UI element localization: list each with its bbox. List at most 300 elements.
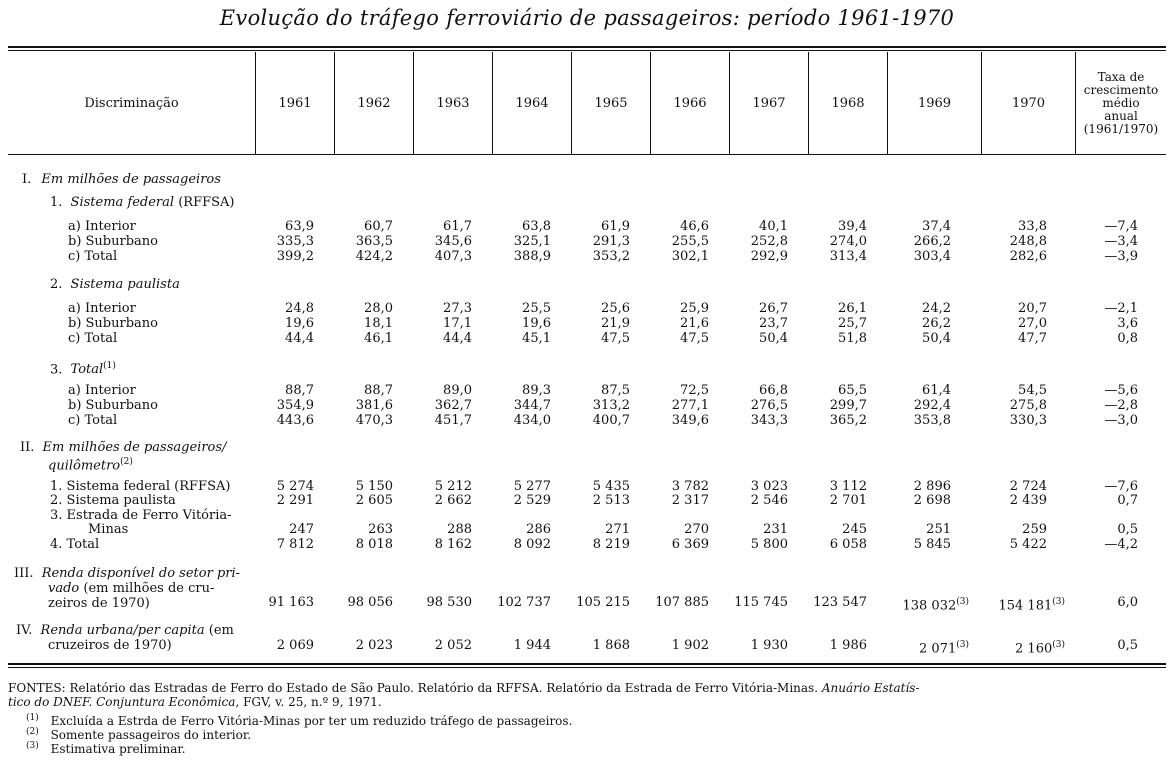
table-cell: [1010, 537, 1047, 552]
footnote-text: Estimativa preliminar.: [50, 742, 186, 756]
cell-value: 107 885: [655, 595, 709, 610]
growth-rate-cell: —4,2: [1104, 537, 1138, 552]
cell-value: 2 052: [434, 638, 472, 653]
footnote-ref: (3): [1052, 640, 1065, 650]
table-cell: [763, 522, 788, 537]
table-cell: [1018, 301, 1047, 316]
table-cell: [277, 537, 314, 552]
table-cell: [593, 413, 630, 428]
cell-value: 60,7: [364, 219, 393, 234]
table-cell: [751, 413, 788, 428]
cell-value: 2 724: [1009, 479, 1047, 494]
table-cell: [759, 331, 788, 346]
growth-rate-cell: —7,4: [1104, 219, 1138, 234]
table-cell: [914, 398, 951, 413]
cell-value: 65,5: [838, 383, 867, 398]
cell-value: 46,6: [680, 219, 709, 234]
table-cell: [514, 479, 551, 494]
footnote-ref: (3): [956, 640, 969, 650]
footnote-ref: (1): [103, 361, 116, 371]
cell-value: 343,3: [750, 413, 788, 428]
subsection-suffix: (RFFSA): [178, 195, 235, 210]
table-cell: [285, 219, 314, 234]
table-cell: [759, 301, 788, 316]
table-cell: [734, 595, 788, 610]
header-taxa-line: anual: [1104, 108, 1138, 123]
table-cell: [914, 479, 951, 494]
table-cell: [443, 316, 472, 331]
footnote-ref: (2): [120, 457, 133, 467]
growth-rate-cell: —2,1: [1104, 301, 1138, 316]
table-cell: [922, 316, 951, 331]
cell-value: 263: [368, 522, 393, 537]
cell-value: 24,2: [922, 301, 951, 316]
footnote-mark: (1): [26, 713, 39, 723]
table-cell: [680, 383, 709, 398]
cell-value: 2 160: [1015, 641, 1053, 657]
cell-value: 45,1: [522, 331, 551, 346]
header-year: 1970: [1011, 95, 1046, 111]
cell-value: 274,0: [829, 234, 867, 249]
cell-value: 66,8: [759, 383, 788, 398]
cell-value: 276,5: [750, 398, 788, 413]
table-cell: [356, 479, 393, 494]
table-cell: [759, 383, 788, 398]
footnote-ref: (3): [956, 597, 969, 607]
cell-value: 47,7: [1018, 331, 1047, 346]
growth-rate-cell: —3,0: [1104, 413, 1138, 428]
row-label: b) Suburbano: [68, 234, 158, 249]
section-title-rest: (em: [204, 623, 234, 638]
header-discriminacao: Discriminação: [84, 95, 179, 111]
cell-value: 25,9: [680, 301, 709, 316]
cell-value: 88,7: [285, 383, 314, 398]
cell-value: 61,4: [922, 383, 951, 398]
table-cell: [751, 249, 788, 264]
table-cell: [364, 219, 393, 234]
table-cell: [922, 331, 951, 346]
table-cell: [751, 479, 788, 494]
row-label: c) Total: [68, 413, 118, 428]
growth-rate-cell: —7,6: [1104, 479, 1138, 494]
cell-value: 399,2: [276, 249, 314, 264]
table-cell: [605, 522, 630, 537]
cell-value: 335,3: [276, 234, 314, 249]
row-label: b) Suburbano: [68, 398, 158, 413]
cell-value: 26,2: [922, 316, 951, 331]
cell-value: 288: [447, 522, 472, 537]
row-label: 3. Estrada de Ferro Vitória-: [50, 508, 232, 523]
table-cell: [1010, 413, 1047, 428]
top-rule-thick: [8, 46, 1166, 48]
cell-value: 88,7: [364, 383, 393, 398]
cell-value: 400,7: [592, 413, 630, 428]
table-cell: [514, 493, 551, 508]
table-cell: [356, 398, 393, 413]
table-cell: [830, 398, 867, 413]
table-cell: [838, 301, 867, 316]
footnote-text: Somente passageiros do interior.: [50, 728, 252, 742]
cell-value: 123 547: [813, 595, 867, 610]
row-label: Minas: [88, 522, 129, 537]
table-cell: [522, 331, 551, 346]
subsection-number: 2.: [50, 277, 63, 292]
cell-value: 23,7: [759, 316, 788, 331]
table-cell: [348, 595, 394, 610]
cell-value: 245: [842, 522, 867, 537]
cell-value: 1 868: [592, 638, 630, 653]
sources-line: [8, 695, 382, 709]
table-cell: [435, 413, 472, 428]
cell-value: 39,4: [838, 219, 867, 234]
section-label-cont: [48, 638, 172, 653]
section-label-cont: [48, 455, 133, 473]
cell-value: 277,1: [671, 398, 709, 413]
header-year: 1968: [831, 95, 865, 111]
cell-value: 282,6: [1009, 249, 1047, 264]
cell-value: 1 930: [750, 638, 788, 653]
table-cell: [593, 537, 630, 552]
cell-value: 303,4: [913, 249, 951, 264]
table-cell: [443, 331, 472, 346]
table-cell: [672, 537, 709, 552]
growth-rate-cell: —2,8: [1104, 398, 1138, 413]
row-label: 4. Total: [50, 537, 100, 552]
table-cell: [514, 638, 551, 653]
cell-value: 8 018: [355, 537, 393, 552]
footnote: [26, 739, 186, 756]
cell-value: 2 513: [592, 493, 630, 508]
table-cell: [443, 383, 472, 398]
table-cell: [356, 537, 393, 552]
table-cell: [672, 234, 709, 249]
section-roman: II.: [20, 440, 35, 455]
table-cell: [593, 234, 630, 249]
table-cell: [269, 595, 315, 610]
subsection-number: 3.: [50, 362, 63, 378]
cell-value: 259: [1022, 522, 1047, 537]
table-cell: [576, 595, 630, 610]
table-cell: [364, 383, 393, 398]
cell-value: 37,4: [922, 219, 951, 234]
table-cell: [1018, 316, 1047, 331]
table-cell: [364, 316, 393, 331]
section-title: Em milhões de passageiros: [41, 172, 221, 187]
table-cell: [830, 537, 867, 552]
cell-value: 2 701: [829, 493, 867, 508]
cell-value: 330,3: [1009, 413, 1047, 428]
cell-value: 407,3: [434, 249, 472, 264]
cell-value: 3 023: [750, 479, 788, 494]
table-cell: [601, 219, 630, 234]
subsection-title: Total: [70, 362, 104, 378]
section-title-rest: (em milhões de cru-: [79, 581, 215, 596]
cell-value: 247: [289, 522, 314, 537]
table-cell: [514, 398, 551, 413]
table-cell: [277, 493, 314, 508]
row-label: 1. Sistema federal (RFFSA): [50, 479, 231, 494]
section-title-rest: zeiros de 1970): [48, 596, 150, 611]
cell-value: 115 745: [734, 595, 788, 610]
table-cell: [914, 249, 951, 264]
cell-value: 26,7: [759, 301, 788, 316]
cell-value: 5 277: [513, 479, 551, 494]
top-rule-thin: [8, 50, 1166, 51]
cell-value: 2 529: [513, 493, 551, 508]
cell-value: 138 032: [902, 598, 957, 614]
cell-value: 345,6: [434, 234, 472, 249]
table-cell: [842, 522, 867, 537]
table-cell: [435, 249, 472, 264]
cell-value: 353,8: [913, 413, 951, 428]
table-cell: [830, 638, 867, 653]
cell-value: 5 274: [276, 479, 314, 494]
cell-value: 27,0: [1018, 316, 1047, 331]
table-cell: [919, 638, 969, 656]
cell-value: 50,4: [759, 331, 788, 346]
cell-value: 3 782: [671, 479, 709, 494]
cell-value: 98 530: [426, 595, 472, 610]
section-title-rest: cruzeiros de 1970): [48, 638, 172, 653]
row-label: c) Total: [68, 249, 118, 264]
table-cell: [514, 249, 551, 264]
table-cell: [751, 398, 788, 413]
table-cell: [922, 219, 951, 234]
section-label-cont: [48, 596, 150, 611]
table-cell: [285, 301, 314, 316]
table-cell: [356, 493, 393, 508]
table-cell: [922, 301, 951, 316]
cell-value: 61,9: [601, 219, 630, 234]
cell-value: 344,7: [513, 398, 551, 413]
cell-value: 27,3: [443, 301, 472, 316]
cell-value: 388,9: [513, 249, 551, 264]
table-cell: [830, 413, 867, 428]
table-cell: [356, 413, 393, 428]
table-cell: [751, 234, 788, 249]
growth-rate-cell: 0,7: [1117, 493, 1138, 508]
header-year: 1962: [357, 95, 391, 111]
growth-rate-cell: —5,6: [1104, 383, 1138, 398]
cell-value: 2 317: [671, 493, 709, 508]
table-cell: [601, 316, 630, 331]
header-taxa: [1076, 52, 1166, 154]
cell-value: 33,8: [1018, 219, 1047, 234]
cell-value: 2 896: [913, 479, 951, 494]
footnote-mark: (3): [26, 741, 39, 751]
cell-value: 8 219: [592, 537, 630, 552]
table-cell: [435, 479, 472, 494]
footnote-mark: (2): [26, 727, 39, 737]
table-cell: [759, 316, 788, 331]
section-title: Renda urbana/per capita: [40, 623, 205, 638]
row-label: c) Total: [68, 331, 118, 346]
cell-value: 98 056: [347, 595, 393, 610]
cell-value: 105 215: [576, 595, 630, 610]
cell-value: 1 902: [671, 638, 709, 653]
table-cell: [672, 413, 709, 428]
cell-value: 154 181: [998, 598, 1053, 614]
table-cell: [751, 493, 788, 508]
section-label-cont: [48, 581, 214, 596]
growth-rate-cell: 0,8: [1117, 331, 1138, 346]
subsection-title: Sistema federal: [70, 195, 175, 210]
cell-value: 313,4: [829, 249, 867, 264]
table-cell: [601, 331, 630, 346]
cell-value: 275,8: [1009, 398, 1047, 413]
cell-value: 20,7: [1018, 301, 1047, 316]
cell-value: 291,3: [592, 234, 630, 249]
table-cell: [680, 316, 709, 331]
table-cell: [427, 595, 473, 610]
sources-text-italic: tico do DNEF. Conjuntura Econômica: [8, 695, 236, 709]
table-cell: [285, 316, 314, 331]
subsection-title: Sistema paulista: [70, 277, 180, 292]
section-title: Renda disponível do setor pri-: [41, 566, 241, 581]
cell-value: 2 071: [919, 641, 957, 657]
cell-value: 17,1: [443, 316, 472, 331]
table-cell: [497, 595, 551, 610]
table-cell: [680, 301, 709, 316]
table-cell: [526, 522, 551, 537]
cell-value: 19,6: [285, 316, 314, 331]
table-cell: [443, 219, 472, 234]
cell-value: 434,0: [513, 413, 551, 428]
table-cell: [926, 522, 951, 537]
cell-value: 25,5: [522, 301, 551, 316]
footnote-text: Excluída a Estrda de Ferro Vitória-Minas por ter um reduzido tráfego de passageiros.: [50, 714, 573, 728]
row-label: a) Interior: [68, 301, 136, 316]
cell-value: 255,5: [671, 234, 709, 249]
cell-value: 2 662: [434, 493, 472, 508]
cell-value: 5 150: [355, 479, 393, 494]
table-cell: [514, 234, 551, 249]
cell-value: 89,3: [522, 383, 551, 398]
cell-value: 72,5: [680, 383, 709, 398]
table-cell: [356, 234, 393, 249]
cell-value: 5 212: [434, 479, 472, 494]
table-cell: [838, 383, 867, 398]
cell-value: 87,5: [601, 383, 630, 398]
table-cell: [830, 493, 867, 508]
table-cell: [277, 249, 314, 264]
table-cell: [364, 331, 393, 346]
header-year: 1961: [278, 95, 312, 111]
table-cell: [356, 249, 393, 264]
table-cell: [838, 331, 867, 346]
growth-rate-cell: 3,6: [1117, 316, 1138, 331]
table-title: Evolução do tráfego ferroviário de passageiros: período 1961-1970: [219, 6, 955, 30]
table-cell: [443, 301, 472, 316]
subsection-number: 1.: [50, 195, 63, 210]
table-cell: [672, 479, 709, 494]
cell-value: 44,4: [285, 331, 314, 346]
table-cell: [356, 638, 393, 653]
cell-value: 1 944: [513, 638, 551, 653]
table-cell: [838, 219, 867, 234]
table-cell: [1010, 398, 1047, 413]
cell-value: 24,8: [285, 301, 314, 316]
table-cell: [522, 316, 551, 331]
cell-value: 2 605: [355, 493, 393, 508]
row-label: a) Interior: [68, 219, 136, 234]
section-title: vado: [48, 581, 80, 596]
cell-value: 21,9: [601, 316, 630, 331]
cell-value: 325,1: [513, 234, 551, 249]
table-cell: [522, 301, 551, 316]
section-label: [22, 172, 221, 187]
section-label: [20, 440, 226, 455]
cell-value: 21,6: [680, 316, 709, 331]
cell-value: 54,5: [1018, 383, 1047, 398]
cell-value: 40,1: [759, 219, 788, 234]
cell-value: 61,7: [443, 219, 472, 234]
cell-value: 349,6: [671, 413, 709, 428]
table-cell: [902, 595, 969, 613]
growth-rate-cell: 0,5: [1117, 522, 1138, 537]
table-cell: [830, 249, 867, 264]
bottom-rule-thick: [8, 663, 1166, 665]
cell-value: 363,5: [355, 234, 393, 249]
cell-value: 18,1: [364, 316, 393, 331]
table-cell: [593, 638, 630, 653]
table-cell: [914, 413, 951, 428]
cell-value: 381,6: [355, 398, 393, 413]
growth-rate-cell: 0,5: [1117, 638, 1138, 653]
section-title: Em milhões de passageiros/: [42, 440, 227, 455]
table-cell: [289, 522, 314, 537]
growth-rate-cell: 6,0: [1117, 595, 1138, 610]
table-cell: [655, 595, 709, 610]
cell-value: 50,4: [922, 331, 951, 346]
table-cell: [1018, 331, 1047, 346]
subsection-label: [50, 277, 180, 292]
table-cell: [601, 383, 630, 398]
cell-value: 5 435: [592, 479, 630, 494]
table-cell: [277, 638, 314, 653]
header-taxa-line: (1961/1970): [1083, 121, 1159, 136]
table-cell: [1010, 493, 1047, 508]
table-cell: [435, 398, 472, 413]
header-year: 1966: [673, 95, 707, 111]
header-year: 1964: [515, 95, 549, 111]
row-label: a) Interior: [68, 383, 136, 398]
table-cell: [914, 493, 951, 508]
cell-value: 2 439: [1009, 493, 1047, 508]
cell-value: 28,0: [364, 301, 393, 316]
table-cell: [914, 537, 951, 552]
cell-value: 91 163: [268, 595, 314, 610]
cell-value: 470,3: [355, 413, 393, 428]
header-taxa-line: crescimento: [1083, 82, 1159, 97]
cell-value: 302,1: [671, 249, 709, 264]
table-cell: [684, 522, 709, 537]
sources-text: FONTES: Relatório das Estradas de Ferro do Estado de São Paulo. Relatório da RFFSA. Relatório da Estrada de Ferro Vitória-Minas.: [8, 681, 822, 695]
table-cell: [838, 316, 867, 331]
table-cell: [813, 595, 867, 610]
cell-value: 313,2: [592, 398, 630, 413]
cell-value: 1 986: [829, 638, 867, 653]
table-cell: [514, 413, 551, 428]
table-cell: [522, 383, 551, 398]
cell-value: 266,2: [913, 234, 951, 249]
subsection-label: [50, 195, 234, 210]
cell-value: 3 112: [829, 479, 867, 494]
growth-rate-cell: —3,9: [1104, 249, 1138, 264]
table-cell: [593, 493, 630, 508]
cell-value: 6 058: [829, 537, 867, 552]
cell-value: 63,8: [522, 219, 551, 234]
